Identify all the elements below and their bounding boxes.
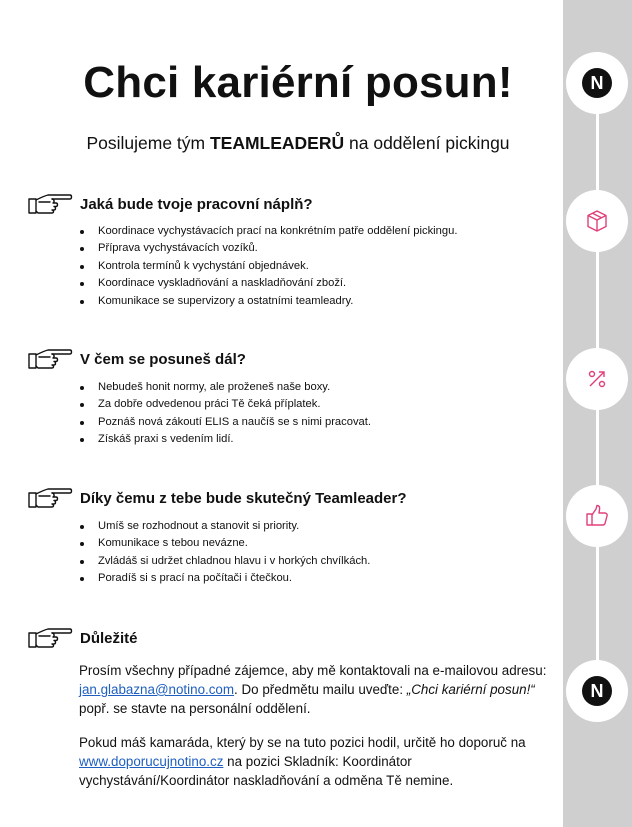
list-item: Poradíš si s prací na počítači i čtečkou.	[79, 570, 370, 587]
list-item: Zvládáš si udržet chladnou hlavu i v horkých chvílkách.	[79, 553, 370, 570]
list-item: Koordinace vyskladňování a naskladňování zboží.	[79, 275, 457, 292]
percent-icon-svg	[584, 366, 610, 392]
section-4-heading	[26, 624, 138, 652]
section-1-list	[79, 223, 457, 310]
email-link[interactable]: jan.glabazna@notino.com	[79, 682, 235, 697]
thumbs-up-icon-svg	[583, 502, 611, 530]
notino-logo-bottom-icon	[566, 660, 628, 722]
list-item: Za dobře odvedenou práci Tě čeká příplatek.	[79, 396, 371, 413]
subject-quote: „Chci kariérní posun!“	[406, 682, 535, 697]
list-item: Příprava vychystávacích vozíků.	[79, 240, 457, 257]
box-icon-svg	[584, 208, 610, 234]
pointing-hand-icon	[26, 190, 74, 218]
list-item: Nebudeš honit normy, ale proženeš naše boxy.	[79, 379, 371, 396]
page-subtitle	[0, 133, 596, 154]
section-3-heading	[26, 484, 407, 512]
section-3-list	[79, 518, 370, 588]
referral-paragraph	[79, 733, 559, 790]
pointing-hand-icon	[26, 484, 74, 512]
subtitle-post: na oddělení pickingu	[344, 133, 510, 153]
subtitle-bold: TEAMLEADERŮ	[209, 133, 345, 153]
section-4-title: Důležité	[80, 629, 138, 647]
list-item: Komunikace s tebou nevázne.	[79, 535, 370, 552]
contact-text-pre: Prosím všechny případné zájemce, aby mě kontaktovali na e-mailovou adresu:	[79, 663, 547, 678]
referral-text-pre: Pokud máš kamaráda, který by se na tuto pozici hodil, určitě ho doporuč na	[79, 735, 526, 750]
list-item: Kontrola termínů k vychystání objednávek.	[79, 258, 457, 275]
percent-icon	[566, 348, 628, 410]
section-1-heading	[26, 190, 313, 218]
contact-text-post: popř. se stavte na personální oddělení.	[79, 701, 311, 716]
list-item: Poznáš nová zákoutí ELIS a naučíš se s nimi pracovat.	[79, 414, 371, 431]
referral-link[interactable]: www.doporucujnotino.cz	[79, 754, 224, 769]
section-2-heading	[26, 345, 246, 373]
list-item: Umíš se rozhodnout a stanovit si priority.	[79, 518, 370, 535]
box-icon	[566, 190, 628, 252]
pointing-hand-icon	[26, 624, 74, 652]
contact-text-mid: . Do předmětu mailu uveďte:	[234, 682, 407, 697]
page-title: Chci kariérní posun!	[83, 58, 513, 107]
list-item: Získáš praxi s vedením lidí.	[79, 431, 371, 448]
logo-letter: N	[582, 676, 612, 706]
contact-paragraph	[79, 661, 559, 718]
section-3-title: Díky čemu z tebe bude skutečný Teamleader?	[80, 489, 407, 507]
subtitle-pre: Posilujeme tým	[86, 133, 210, 153]
logo-letter: N	[582, 68, 612, 98]
section-2-list	[79, 379, 371, 449]
pointing-hand-icon	[26, 345, 74, 373]
referral-text-post: na pozici Skladník: Koordinátor vychystávání/Koordinátor naskladňování a odměna Tě nemine.	[79, 754, 454, 788]
list-item: Komunikace se supervizory a ostatními teamleadry.	[79, 293, 457, 310]
list-item: Koordinace vychystávacích prací na konkrétním patře oddělení pickingu.	[79, 223, 457, 240]
section-2-title: V čem se posuneš dál?	[80, 350, 246, 368]
section-1-title: Jaká bude tvoje pracovní náplň?	[80, 195, 313, 213]
thumbs-up-icon	[566, 485, 628, 547]
